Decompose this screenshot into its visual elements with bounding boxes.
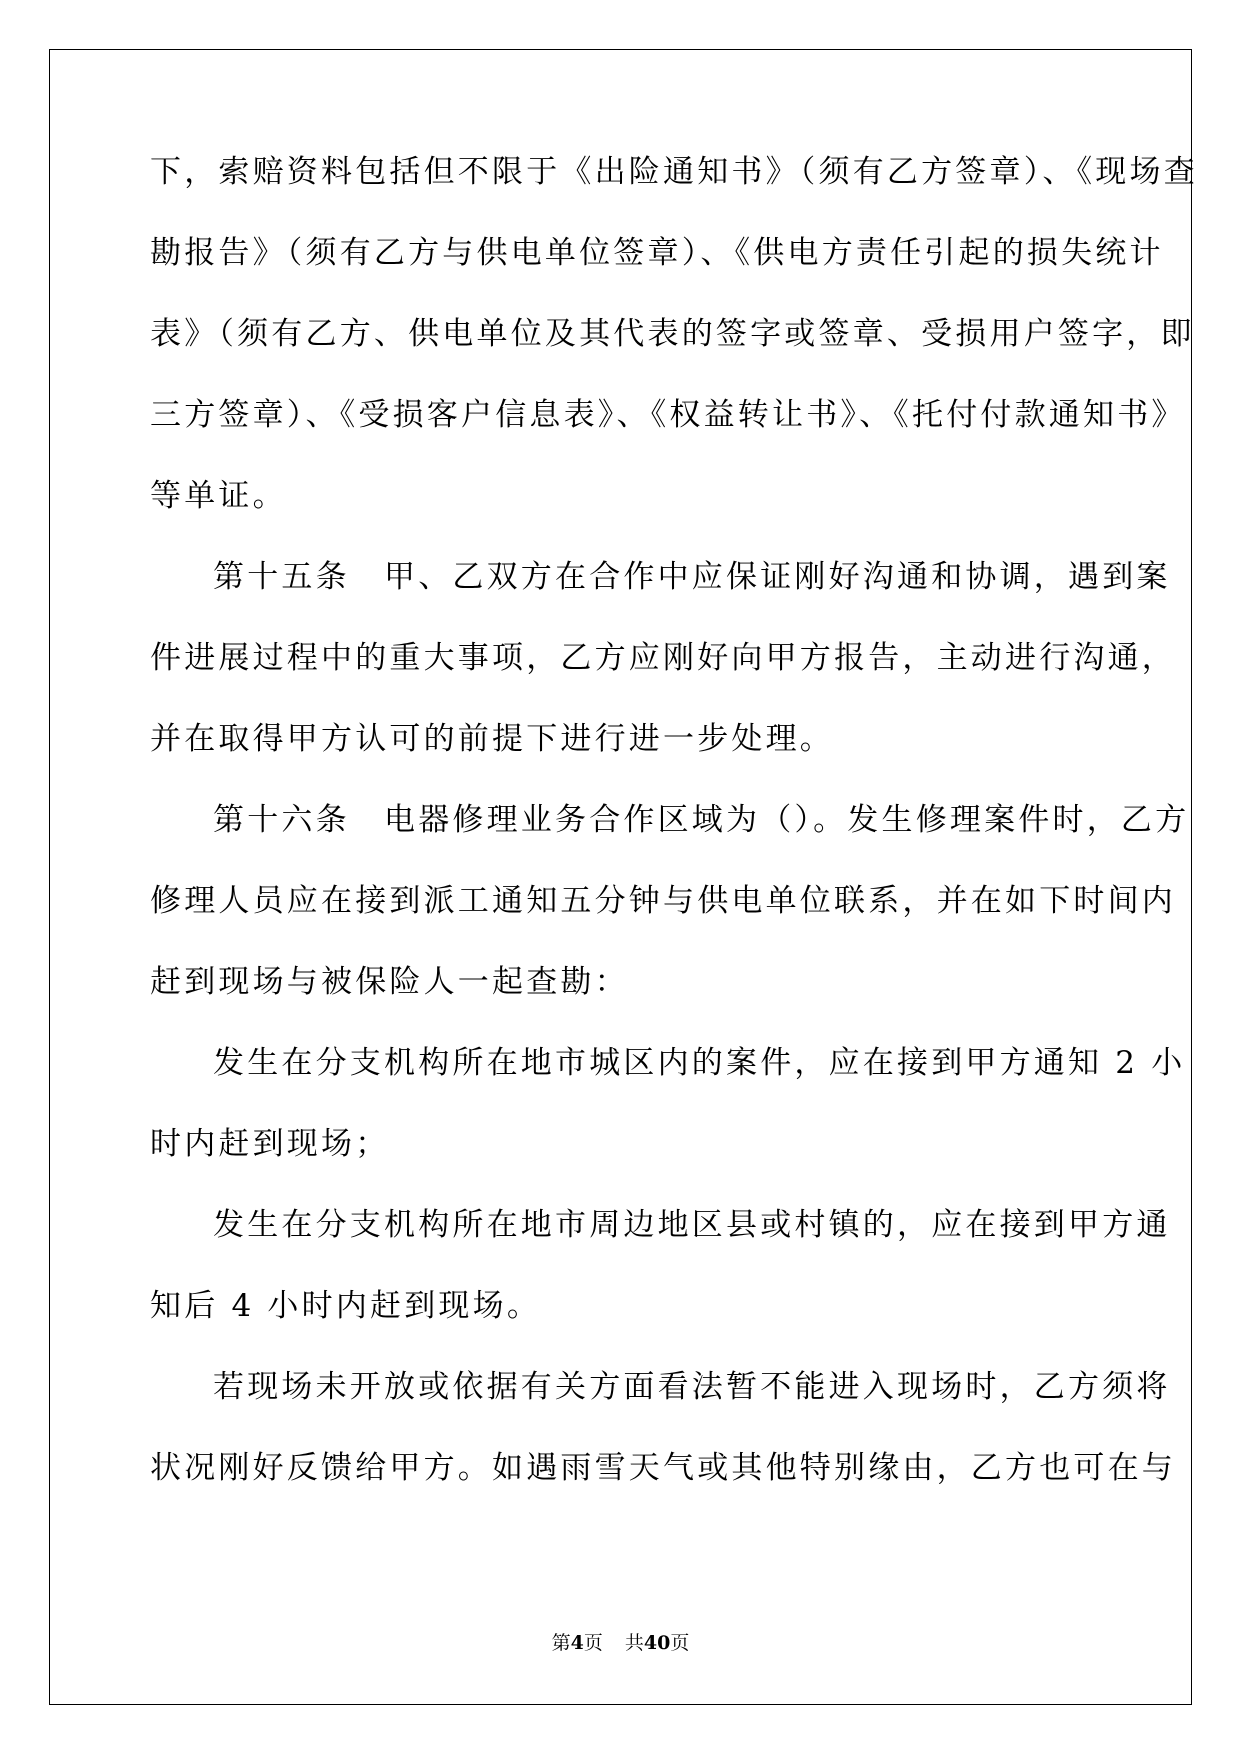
page-footer [0,1628,1241,1655]
total-suffix: 页 [670,1632,690,1654]
text-line: 勘报告》（须有乙方与供电单位签章）、《供电方责任引起的损失统计 [150,235,1164,271]
page-prefix: 第 [551,1632,571,1654]
text-line: 第十五条 甲、乙双方在合作中应保证刚好沟通和协调，遇到案 [213,559,1171,595]
text-line: 时内赶到现场； [150,1126,390,1162]
document-body [150,152,1198,1529]
text-line: 赶到现场与被保险人一起查勘： [150,964,629,1000]
total-prefix: 共 [624,1632,644,1654]
text-line: 状况刚好反馈给甲方。如遇雨雪天气或其他特别缘由，乙方也可在与 [150,1450,1176,1486]
text-line: 修理人员应在接到派工通知五分钟与供电单位联系，并在如下时间内 [150,883,1176,919]
page-number: 4 [570,1632,584,1654]
text-line: 发生在分支机构所在地市城区内的案件，应在接到甲方通知 2 小 [213,1045,1186,1081]
text-line: 等单证。 [150,478,287,514]
page-suffix: 页 [583,1632,603,1654]
text-line: 件进展过程中的重大事项，乙方应刚好向甲方报告，主动进行沟通， [150,640,1176,676]
text-line: 若现场未开放或依据有关方面看法暂不能进入现场时，乙方须将 [213,1369,1171,1405]
text-line: 表》（须有乙方、供电单位及其代表的签字或签章、受损用户签字，即 [150,316,1195,352]
text-line: 知后 4 小时内赶到现场。 [150,1288,542,1324]
text-line: 下，索赔资料包括但不限于《出险通知书》（须有乙方签章）、《现场查 [150,154,1198,190]
total-pages: 40 [643,1632,671,1654]
text-line: 并在取得甲方认可的前提下进行进一步处理。 [150,721,834,757]
text-line: 三方签章）、《受损客户信息表》、《权益转让书》、《托付付款通知书》 [150,397,1186,433]
text-line: 发生在分支机构所在地市周边地区县或村镇的，应在接到甲方通 [213,1207,1171,1243]
text-line: 第十六条 电器修理业务合作区域为（）。发生修理案件时，乙方 [213,802,1190,838]
